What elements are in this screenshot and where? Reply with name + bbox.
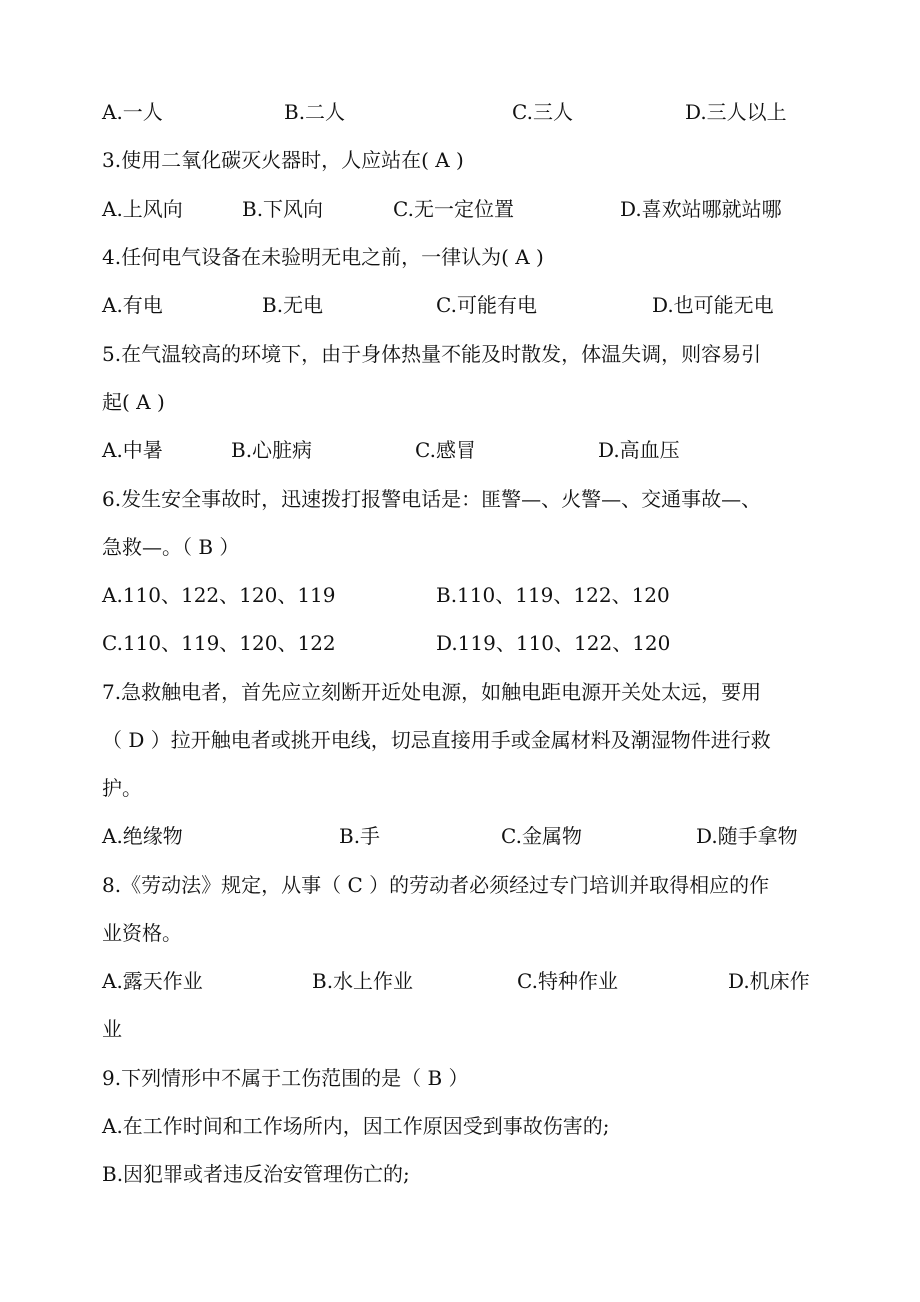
question-9-option-a (0, 1109, 920, 1143)
option-c: C.可能有电 (436, 293, 537, 317)
options-row-clip (0, 433, 816, 467)
question-5 (0, 337, 920, 371)
line-clip (0, 1061, 816, 1095)
question-8-options (0, 964, 920, 998)
option-d: D.高血压 (598, 438, 680, 462)
question-text: 急救—。（ B ） (102, 535, 240, 559)
question-9 (0, 1061, 920, 1095)
question-6-options-ab (0, 578, 920, 612)
option-a: A.绝缘物 (102, 824, 183, 848)
question-7-continued-2 (0, 771, 920, 805)
question-6-options-cd (0, 626, 920, 660)
question-text: （ D ）拉开触电者或挑开电线，切忌直接用手或金属材料及潮湿物件进行救 (102, 728, 771, 752)
question-8 (0, 868, 920, 902)
line-clip (0, 143, 816, 177)
option-c: C.无一定位置 (393, 197, 514, 221)
option-a: A.上风向 (102, 197, 183, 221)
question-8-options-continued (0, 1012, 920, 1046)
line-clip (0, 482, 816, 516)
question-6 (0, 482, 920, 516)
question-7-continued (0, 723, 920, 757)
question-4 (0, 240, 920, 274)
line-clip (0, 1109, 816, 1143)
line-clip (0, 385, 816, 419)
question-text: 6.发生安全事故时，迅速拨打报警电话是：匪警—、火警—、交通事故—、 (102, 487, 762, 511)
option-d: D.喜欢站哪就站哪 (620, 197, 782, 221)
question-8-continued (0, 916, 920, 950)
option-a: A.一人 (102, 100, 163, 124)
option-d: D.随手拿物 (696, 824, 798, 848)
option-c: C.金属物 (501, 824, 582, 848)
question-2-options (0, 95, 920, 129)
question-text: 护。 (102, 776, 142, 800)
option-b: B.水上作业 (312, 969, 414, 993)
option-b: B.因犯罪或者违反治安管理伤亡的; (102, 1162, 410, 1186)
option-d-continued: 业 (102, 1017, 122, 1041)
line-clip (0, 771, 816, 805)
question-7-options (0, 819, 920, 853)
option-a: A.有电 (102, 293, 163, 317)
question-3 (0, 143, 920, 177)
option-b: B.手 (339, 824, 381, 848)
question-3-options (0, 192, 920, 226)
question-9-option-b (0, 1157, 920, 1191)
line-clip (0, 240, 816, 274)
line-clip (0, 337, 816, 371)
option-c: C.三人 (512, 100, 573, 124)
question-text: 5.在气温较高的环境下，由于身体热量不能及时散发，体温失调，则容易引 (102, 342, 762, 366)
question-text: 7.急救触电者，首先应立刻断开近处电源，如触电距电源开关处太远，要用 (102, 680, 762, 704)
options-row-clip (0, 578, 816, 612)
option-c: C.110、119、120、122 (102, 631, 336, 655)
options-row-clip (0, 95, 816, 129)
line-clip (0, 1157, 816, 1191)
question-5-options (0, 433, 920, 467)
option-d: D.119、110、122、120 (436, 631, 671, 655)
options-row-clip (0, 819, 816, 853)
question-text: 起( A ) (102, 390, 165, 414)
option-c: C.特种作业 (517, 969, 618, 993)
line-clip (0, 1012, 816, 1046)
option-b: B.心脏病 (231, 438, 313, 462)
option-b: B.110、119、122、120 (436, 583, 670, 607)
option-b: B.下风向 (242, 197, 324, 221)
option-a: A.在工作时间和工作场所内，因工作原因受到事故伤害的; (102, 1114, 610, 1138)
option-a: A.中暑 (102, 438, 163, 462)
question-text: 9.下列情形中不属于工伤范围的是（ B ） (102, 1066, 469, 1090)
option-b: B.无电 (262, 293, 324, 317)
options-row-clip (0, 964, 816, 998)
option-a: A.110、122、120、119 (102, 583, 336, 607)
option-a: A.露天作业 (102, 969, 203, 993)
question-text: 4.任何电气设备在未验明无电之前，一律认为( A ) (102, 245, 544, 269)
option-d: D.三人以上 (685, 100, 787, 124)
option-d: D.机床作 (728, 969, 810, 993)
question-text: 3.使用二氧化碳灭火器时，人应站在( A ) (102, 148, 464, 172)
line-clip (0, 530, 816, 564)
line-clip (0, 675, 816, 709)
options-row-clip (0, 288, 816, 322)
line-clip (0, 868, 816, 902)
question-text: 8.《劳动法》规定，从事（ C ）的劳动者必须经过专门培训并取得相应的作 (102, 873, 770, 897)
question-7 (0, 675, 920, 709)
option-c: C.感冒 (415, 438, 476, 462)
line-clip (0, 723, 816, 757)
option-b: B.二人 (284, 100, 346, 124)
question-5-continued (0, 385, 920, 419)
option-d: D.也可能无电 (652, 293, 774, 317)
question-6-continued (0, 530, 920, 564)
line-clip (0, 916, 816, 950)
options-row-clip (0, 626, 816, 660)
options-row-clip (0, 192, 816, 226)
question-4-options (0, 288, 920, 322)
question-text: 业资格。 (102, 921, 182, 945)
